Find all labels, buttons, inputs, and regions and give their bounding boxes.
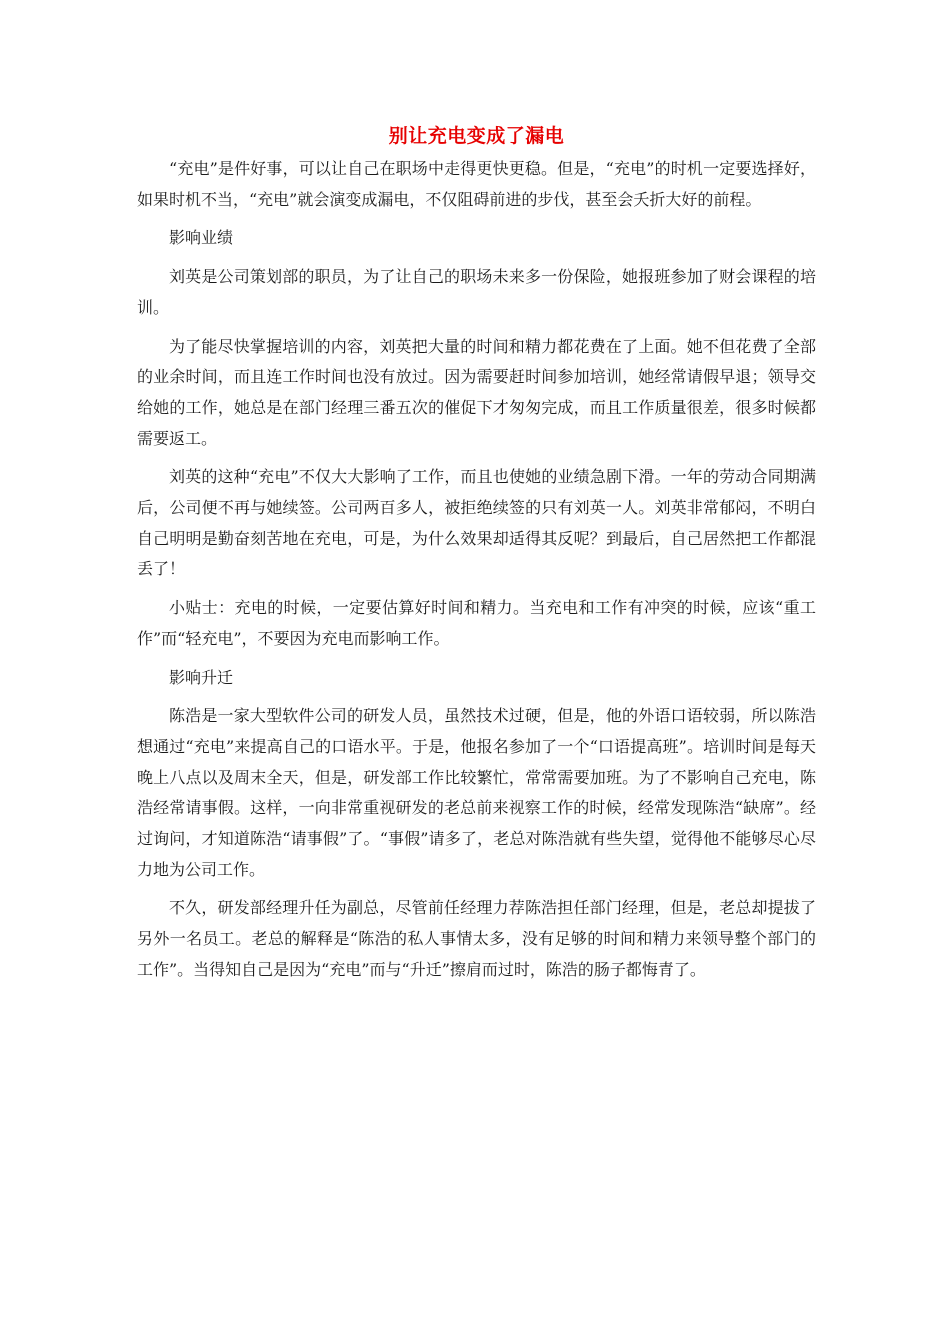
paragraph: 刘英的这种“充电”不仅大大影响了工作，而且也使她的业绩急剧下滑。一年的劳动合同期满后，公司便不再与她续签。公司两百多人，被拒绝续签的只有刘英一人。刘英非常郁闷，不明白自己明明是勤奋刻苦地在充电，可是，为什么效果却适得其反呢？到最后，自己居然把工作都混丢了！ [137, 467, 816, 579]
paragraph: 为了能尽快掌握培训的内容，刘英把大量的时间和精力都花费在了上面。她不但花费了全部的业余时间，而且连工作时间也没有放过。因为需要赶时间参加培训，她经常请假早退；领导交给她的工作，她总是在部门经理三番五次的催促下才匆匆完成，而且工作质量很差，很多时候都需要返工。 [137, 336, 816, 448]
document-title: 别让充电变成了漏电 [388, 125, 565, 147]
paragraph-intro: “充电”是件好事，可以让自己在职场中走得更快更稳。但是，“充电”的时机一定要选择好，如果时机不当，“充电”就会演变成漏电，不仅阻碍前进的步伐，甚至会夭折大好的前程。 [137, 159, 816, 209]
section-heading-performance: 影响业绩 [169, 228, 234, 248]
paragraph: 不久，研发部经理升任为副总，尽管前任经理力荐陈浩担任部门经理，但是，老总却提拔了另外一名员工。老总的解释是“陈浩的私人事情太多，没有足够的时间和精力来领导整个部门的工作”。当得知自己是因为“充电”而与“升迁”擦肩而过时，陈浩的肠子都悔青了。 [137, 898, 816, 979]
section-heading-promotion: 影响升迁 [169, 667, 234, 687]
paragraph: 刘英是公司策划部的职员，为了让自己的职场未来多一份保险，她报班参加了财会课程的培训。 [137, 267, 816, 317]
document-body [137, 118, 816, 994]
paragraph: 陈浩是一家大型软件公司的研发人员，虽然技术过硬，但是，他的外语口语较弱，所以陈浩想通过“充电”来提高自己的口语水平。于是，他报名参加了一个“口语提高班”。培训时间是每天晚上八点以及周末全天，但是，研发部工作比较繁忙，常常需要加班。为了不影响自己充电，陈浩经常请事假。这样，一向非常重视研发的老总前来视察工作的时候，经常发现陈浩“缺席”。经过询问，才知道陈浩“请事假”了。“事假”请多了，老总对陈浩就有些失望，觉得他不能够尽心尽力地为公司工作。 [137, 706, 816, 879]
tip-paragraph: 小贴士：充电的时候，一定要估算好时间和精力。当充电和工作有冲突的时候，应该“重工作”而“轻充电”，不要因为充电而影响工作。 [137, 598, 816, 648]
